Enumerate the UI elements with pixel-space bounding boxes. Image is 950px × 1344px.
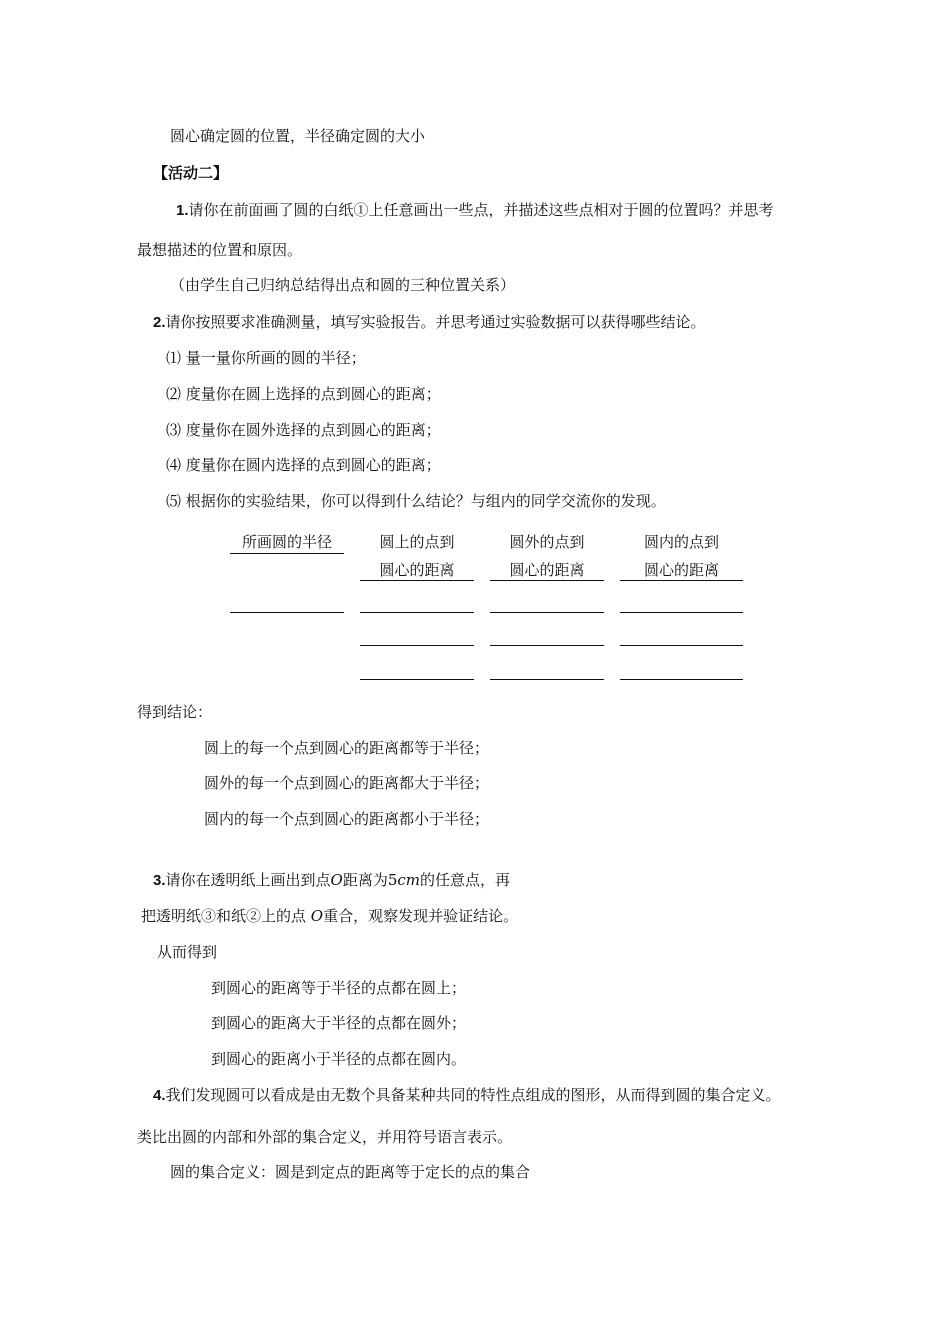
result-1: 到圆心的距离等于半径的点都在圆上； [211,979,467,997]
question-2-number: 2. [153,314,166,331]
point-o-label: O [330,871,343,889]
header-inside-circle-line1: 圆内的点到 [643,533,719,551]
question-4-number: 4. [153,1087,166,1104]
header-underline [620,580,743,581]
result-3: 到圆心的距离小于半径的点都在圆内。 [211,1050,467,1068]
header-outside-circle-line1: 圆外的点到 [509,533,585,551]
blank-line [360,612,474,613]
header-inside-circle [620,531,743,581]
question-1-note: （由学生自己归纳总结得出点和圆的三种位置关系） [170,276,516,294]
header-outside-circle-line2: 圆心的距离 [509,561,585,579]
question-2-text: 请你按照要求准确测量，填写实验报告。并思考通过实验数据可以获得哪些结论。 [165,313,706,331]
question-3 [153,870,510,891]
question-1-number: 1. [176,202,189,219]
conclusion-3: 圆内的每一个点到圆心的距离都小于半径； [204,810,490,828]
conclusion-label: 得到结论： [137,703,213,721]
blank-line [620,612,743,613]
blank-line [490,612,604,613]
conclusion-2: 圆外的每一个点到圆心的距离都大于半径； [204,774,490,792]
step-2: ⑵ 度量你在圆上选择的点到圆心的距离； [166,385,441,403]
step-5: ⑸ 根据你的实验结果，你可以得到什么结论？与组内的同学交流你的发现。 [166,492,666,510]
question-3-text: 距离为 [342,871,388,889]
header-inside-circle-line2: 圆心的距离 [643,561,719,579]
question-3-lead: 从而得到 [157,943,218,961]
question-3-text: 把透明纸③和纸②上的点 [141,907,307,925]
question-3-number: 3. [153,872,166,889]
question-3-text: 的任意点，再 [420,871,511,889]
question-2 [153,312,706,333]
header-radius [230,531,344,553]
question-3-cont [141,906,518,926]
header-underline [360,580,474,581]
question-1-text-cont: 最想描述的位置和原因。 [137,241,303,259]
blank-line [360,679,474,680]
question-3-text: 请你在透明纸上画出到点 [165,871,331,889]
blank-line [490,679,604,680]
blank-line [360,645,474,646]
step-1: ⑴ 量一量你所画的圆的半径； [166,349,366,367]
point-o-label: O [310,907,324,925]
header-outside-circle [490,531,604,581]
set-definition: 圆的集合定义：圆是到定点的距离等于定长的点的集合 [170,1163,531,1181]
intro-text: 圆心确定圆的位置，半径确定圆的大小 [170,127,426,145]
step-4: ⑷ 度量你在圆内选择的点到圆心的距离； [166,456,441,474]
question-1 [176,200,774,221]
distance-unit: cm [397,871,421,889]
blank-line [620,679,743,680]
header-radius-line1: 所画圆的半径 [241,533,332,551]
blank-line [490,645,604,646]
header-on-circle-line1: 圆上的点到 [379,533,455,551]
blank-line [230,612,344,613]
question-3-text: 重合，观察发现并验证结论。 [323,907,519,925]
question-4-cont: 类比出圆的内部和外部的集合定义，并用符号语言表示。 [137,1128,513,1146]
section-title: 【活动二】 [153,164,229,182]
question-4 [153,1085,781,1106]
header-on-circle [360,531,474,581]
header-radius-underline [230,553,344,554]
question-4-text: 我们发现圆可以看成是由无数个具备某种共同的特性点组成的图形，从而得到圆的集合定义。 [165,1086,781,1104]
result-2: 到圆心的距离大于半径的点都在圆外； [211,1014,467,1032]
conclusion-1: 圆上的每一个点到圆心的距离都等于半径； [204,739,490,757]
blank-line [620,645,743,646]
step-3: ⑶ 度量你在圆外选择的点到圆心的距离； [166,421,441,439]
header-underline [490,580,604,581]
distance-value: 5 [387,871,398,889]
header-on-circle-line2: 圆心的距离 [379,561,455,579]
question-1-text: 请你在前面画了圆的白纸①上任意画出一些点，并描述这些点相对于圆的位置吗？并思考 [188,201,774,219]
